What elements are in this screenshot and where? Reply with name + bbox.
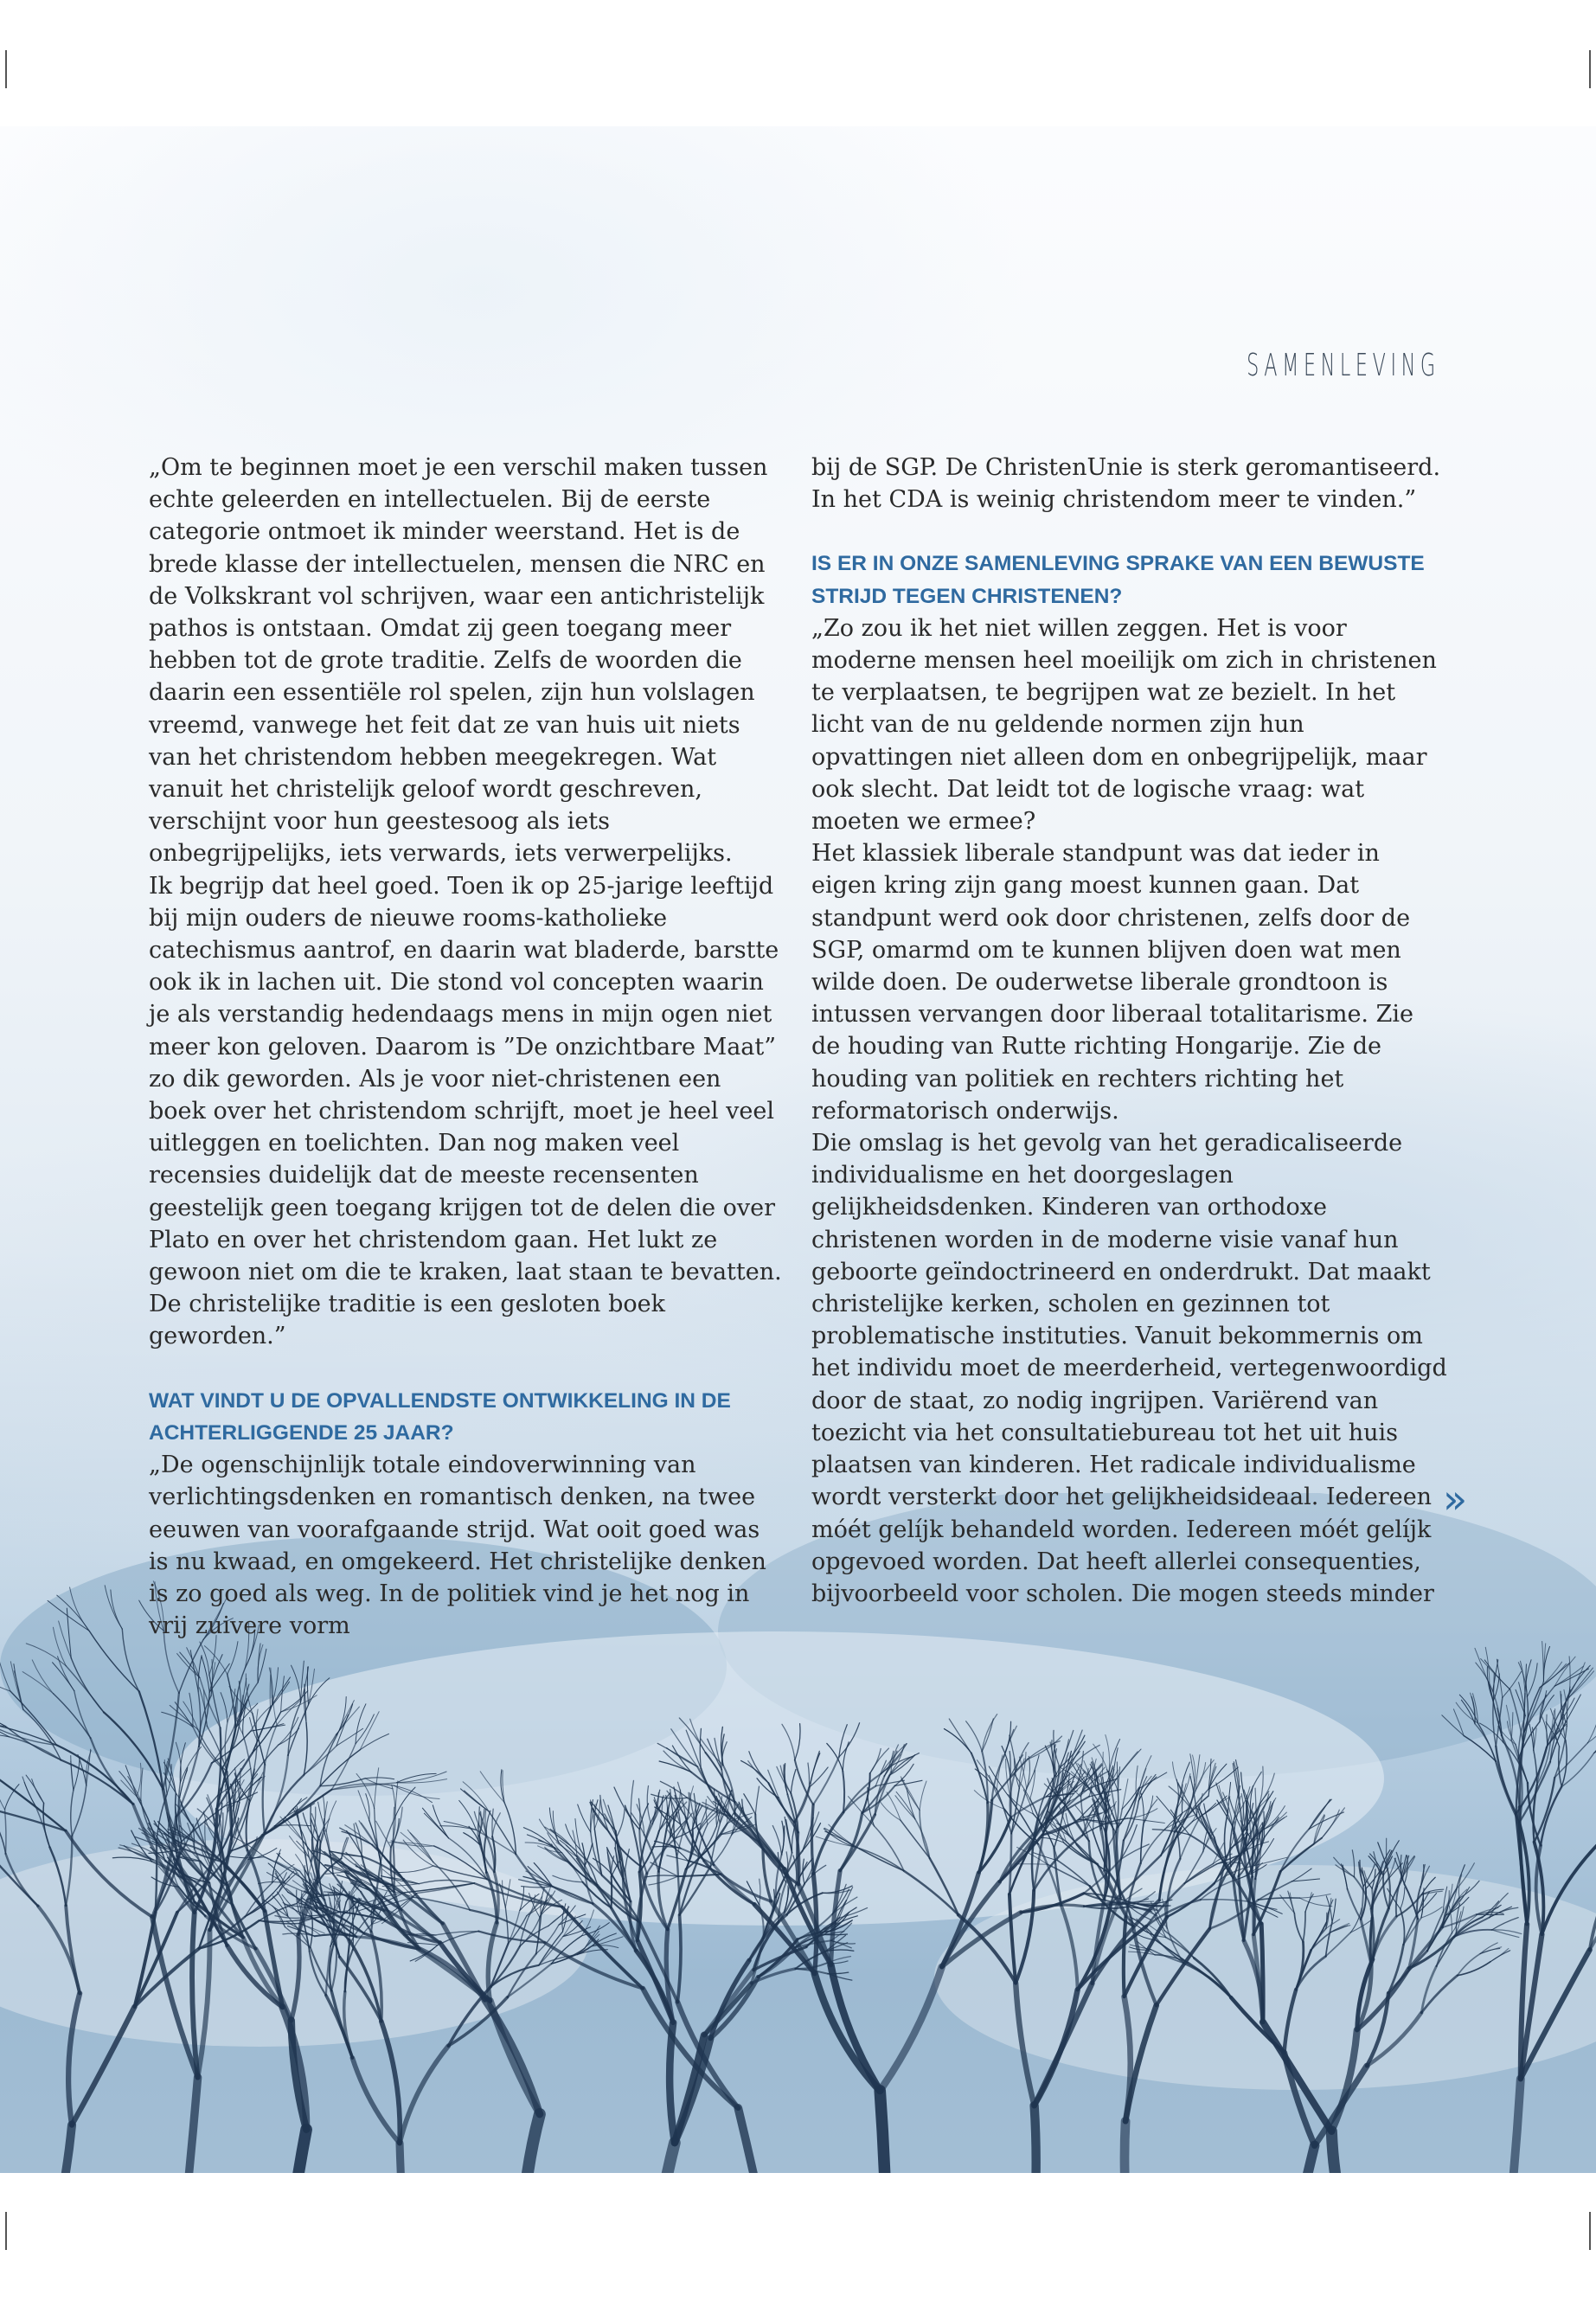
section-title: SAMENLEVING <box>1247 348 1440 383</box>
interview-question: WAT VINDT U DE OPVALLENDSTE ONTWIKKELING IN DE ACHTERLIGGENDE 25 JAAR? <box>149 1388 731 1445</box>
body-paragraph: Die omslag is het gevolg van het geradicaliseerde individualisme en het doorgeslagen gelijkheidsdenken. Kinderen van orthodoxe christenen worden in de moderne visie vanaf hun geboorte geïndoctrineerd en onderdrukt. Dat maakt christelijke kerken, scholen en gezinnen tot problematische instituties. Vanuit bekommernis om het individu moet de meerderheid, vertegenwoordigd door de staat, zo nodig ingrijpen. Variërend van toezicht via het consultatiebureau tot het uit huis plaatsen van kinderen. Het radicale individualisme wordt versterkt door het gelijkheidsideaal. Iedereen móét gelíjk behandeld worden. Iedereen móét gelíjk opgevoed worden. Dat heeft allerlei consequenties, bijvoorbeeld voor scholen. Die mogen steeds minder <box>811 1130 1447 1607</box>
body-paragraph: „Zo zou ik het niet willen zeggen. Het is voor moderne mensen heel moeilijk om zich in christenen te verplaatsen, te begrijpen wat ze bezielt. In het licht van de nu geldende normen zijn hun opvattingen niet alleen dom en onbegrijpelijk, maar ook slecht. Dat leidt tot de logische vraag: wat moeten we ermee? <box>811 614 1437 836</box>
interview-question: IS ER IN ONZE SAMENLEVING SPRAKE VAN EEN BEWUSTE STRIJD TEGEN CHRISTENEN? <box>811 552 1425 608</box>
body-paragraph: Het klassiek liberale standpunt was dat ieder in eigen kring zijn gang moest kunnen gaan. Dat standpunt werd ook door christenen, zelfs door de SGP, omarmd om te kunnen blijven doen wat men wilde doen. De ouderwetse liberale grondtoon is intussen vervangen door liberaal totalitarisme. Zie de houding van Rutte richting Hongarije. Zie de houding van politiek en rechters richting het reformatorisch onderwijs. <box>811 840 1413 1125</box>
magazine-page <box>0 126 1596 2173</box>
body-paragraph: „Om te beginnen moet je een verschil maken tussen echte geleerden en intellectuelen. Bij de eerste categorie ontmoet ik minder weerstand. Het is de brede klasse der intellectuelen, mensen die NRC en de Volkskrant vol schrijven, waar een antichristelijk pathos is ontstaan. Omdat zij geen toegang meer hebben tot de grote traditie. Zelfs de woorden die daarin een essentiële rol spelen, zijn hun volslagen vreemd, vanwege het feit dat ze van huis uit niets van het christendom hebben meegekregen. Wat vanuit het christelijk geloof wordt geschreven, verschijnt voor hun geestesoog als iets onbegrijpelijks, iets verwards, iets verwerpelijks. <box>149 454 768 868</box>
body-paragraph: Ik begrijp dat heel goed. Toen ik op 25-jarige leeftijd bij mijn ouders de nieuwe rooms-katholieke catechismus aantrof, en daarin wat bladerde, barstte ook ik in lachen uit. Die stond vol concepten waarin je als verstandig hedendaags mens in mijn ogen niet meer kon geloven. Daarom is ”De onzichtbare Maat” zo dik geworden. Als je voor niet-christenen een boek over het christendom schrijft, moet je heel veel uitleggen en toelichten. Dan nog maken veel recensies duidelijk dat de meeste recensenten geestelijk geen toegang krijgen tot de delen die over Plato en over het christendom gaan. Het lukt ze gewoon niet om die te kraken, laat staan te bevatten. De christelijke traditie is een gesloten boek geworden.” <box>149 872 782 1350</box>
body-paragraph: bij de SGP. De ChristenUnie is sterk geromantiseerd. In het CDA is weinig christendom meer te vinden.” <box>811 454 1441 514</box>
right-column <box>811 452 1447 1610</box>
body-paragraph: „De ogenschijnlijk totale eindoverwinning van verlichtingsdenken en romantisch denken, na twee eeuwen van voorafgaande strijd. Wat ooit goed was is nu kwaad, en omgekeerd. Het christelijke denken is zo goed als weg. In de politiek vind je het nog in vrij zuivere vorm <box>149 1452 766 1640</box>
crop-mark-bottom-right <box>1589 2212 1591 2250</box>
crop-mark-top-left <box>5 50 7 88</box>
continue-arrow-icon: » <box>1443 1476 1468 1522</box>
crop-mark-top-right <box>1589 50 1591 88</box>
crop-mark-bottom-left <box>5 2212 7 2250</box>
left-column <box>149 452 785 1642</box>
